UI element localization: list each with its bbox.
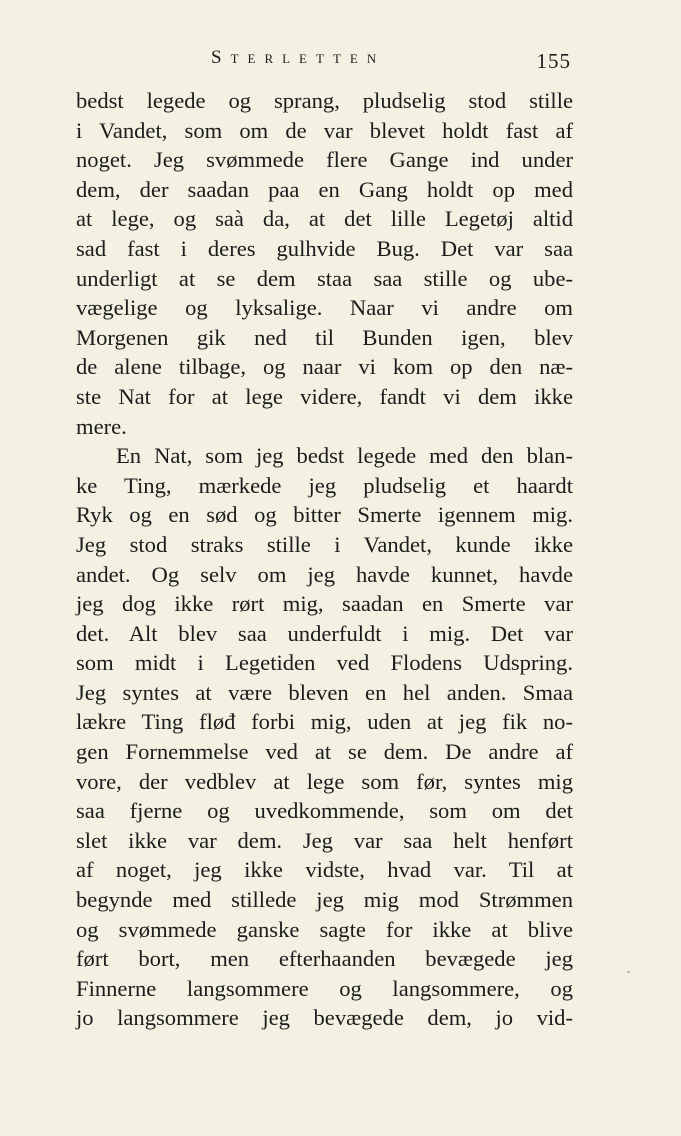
text-line: bedst legede og sprang, pludselig stod stille bbox=[76, 88, 573, 113]
text-line-paragraph-start: En Nat, som jeg bedst legede med den blan- bbox=[116, 443, 573, 469]
text-line: slet ikke var dem. Jeg var saa helt henført bbox=[76, 827, 573, 853]
text-line: Ryk og en sød og bitter Smerte igennem mig. bbox=[76, 502, 573, 528]
text-line: saa fjerne og uvedkommende, som om det bbox=[76, 798, 573, 824]
text-line: dem, der saadan paa en Gang holdt op med bbox=[76, 176, 573, 202]
text-line-paragraph-end: mere. bbox=[76, 413, 127, 439]
text-line: vore, der vedblev at lege som før, syntes mig bbox=[76, 768, 573, 794]
running-title: Sterletten bbox=[211, 47, 386, 68]
text-line: jeg dog ikke rørt mig, saadan en Smerte var bbox=[76, 591, 573, 617]
text-line: og svømmede ganske sagte for ikke at blive bbox=[76, 916, 573, 942]
text-line: Jeg syntes at være bleven en hel anden. Smaa bbox=[76, 679, 573, 705]
paper-speck bbox=[627, 971, 630, 973]
text-line: noget. Jeg svømmede flere Gange ind under bbox=[76, 147, 573, 173]
text-line: gen Fornemmelse ved at se dem. De andre af bbox=[76, 739, 573, 765]
text-line: som midt i Legetiden ved Flodens Udspring. bbox=[76, 650, 573, 676]
text-line: de alene tilbage, og naar vi kom op den næ- bbox=[76, 354, 573, 380]
text-line: af noget, jeg ikke vidste, hvad var. Til at bbox=[76, 857, 573, 883]
text-line: det. Alt blev saa underfuldt i mig. Det var bbox=[76, 620, 573, 646]
text-line: Finnerne langsommere og langsommere, og bbox=[76, 975, 573, 1001]
text-line: i Vandet, som om de var blevet holdt fast af bbox=[76, 117, 573, 143]
body-text bbox=[76, 86, 573, 1033]
text-line: ke Ting, mærkede jeg pludselig et haardt bbox=[76, 472, 573, 498]
text-line: sad fast i deres gulhvide Bug. Det var saa bbox=[76, 235, 573, 261]
text-line: Morgenen gik ned til Bunden igen, blev bbox=[76, 324, 573, 350]
text-line: andet. Og selv om jeg havde kunnet, havde bbox=[76, 561, 573, 587]
text-line: ste Nat for at lege videre, fandt vi dem ikke bbox=[76, 383, 573, 409]
text-line: underligt at se dem staa saa stille og ube- bbox=[76, 265, 573, 291]
text-line: at lege, og saà da, at det lille Legetøj altid bbox=[76, 206, 573, 232]
text-line: lækre Ting fløđ forbi mig, uden at jeg fik no- bbox=[76, 709, 573, 735]
text-line: Jeg stod straks stille i Vandet, kunde ikke bbox=[76, 531, 573, 557]
text-line: begynde med stillede jeg mig mod Strømmen bbox=[76, 887, 573, 913]
running-head bbox=[76, 47, 573, 77]
text-line: vægelige og lyksalige. Naar vi andre om bbox=[76, 295, 573, 321]
page-number: 155 bbox=[536, 49, 571, 73]
text-line: ført bort, men efterhaanden bevægede jeg bbox=[76, 946, 573, 972]
text-line: jo langsommere jeg bevægede dem, jo vid- bbox=[76, 1005, 573, 1031]
